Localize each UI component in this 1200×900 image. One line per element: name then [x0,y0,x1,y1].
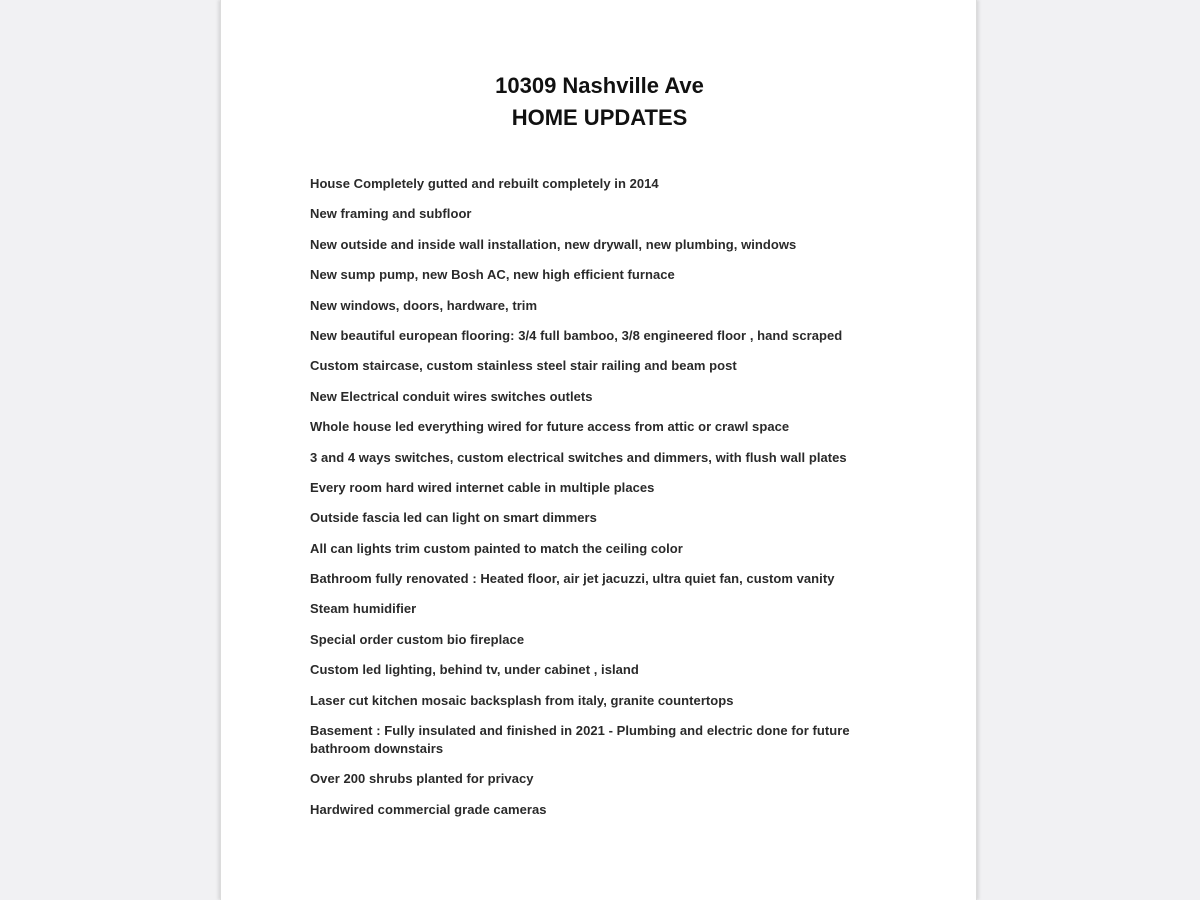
update-item: New beautiful european flooring: 3/4 full bamboo, 3/8 engineered floor , hand scraped [310,327,843,343]
update-item: New Electrical conduit wires switches outlets [310,388,593,404]
document-title [221,70,978,134]
address-heading: 10309 Nashville Ave [495,73,704,98]
updates-heading: HOME UPDATES [511,105,688,130]
update-item: Basement : Fully insulated and finished in 2021 - Plumbing and electric done for future bathroom downstairs [310,723,850,757]
update-item: Hardwired commercial grade cameras [310,801,547,817]
update-item: Outside fascia led can light on smart dimmers [310,510,597,526]
update-item: Steam humidifier [310,601,417,617]
update-item: Laser cut kitchen mosaic backsplash from italy, granite countertops [310,692,734,708]
update-item: Every room hard wired internet cable in multiple places [310,479,655,495]
update-item: All can lights trim custom painted to match the ceiling color [310,540,683,556]
update-item: New framing and subfloor [310,206,472,222]
update-item: New outside and inside wall installation, new drywall, new plumbing, windows [310,236,797,252]
update-item: New windows, doors, hardware, trim [310,297,538,313]
update-item: 3 and 4 ways switches, custom electrical switches and dimmers, with flush wall plates [310,449,847,465]
update-item: Bathroom fully renovated : Heated floor, air jet jacuzzi, ultra quiet fan, custom vanity [310,571,835,587]
update-item: Whole house led everything wired for future access from attic or crawl space [310,419,790,435]
updates-list [310,175,890,831]
update-item: Custom staircase, custom stainless steel stair railing and beam post [310,358,737,374]
update-item: Custom led lighting, behind tv, under cabinet , island [310,662,639,678]
update-item: Over 200 shrubs planted for privacy [310,771,534,787]
document-page [220,0,977,900]
update-item: Special order custom bio fireplace [310,631,525,647]
update-item: House Completely gutted and rebuilt completely in 2014 [310,176,659,191]
update-item: New sump pump, new Bosh AC, new high efficient furnace [310,267,675,283]
